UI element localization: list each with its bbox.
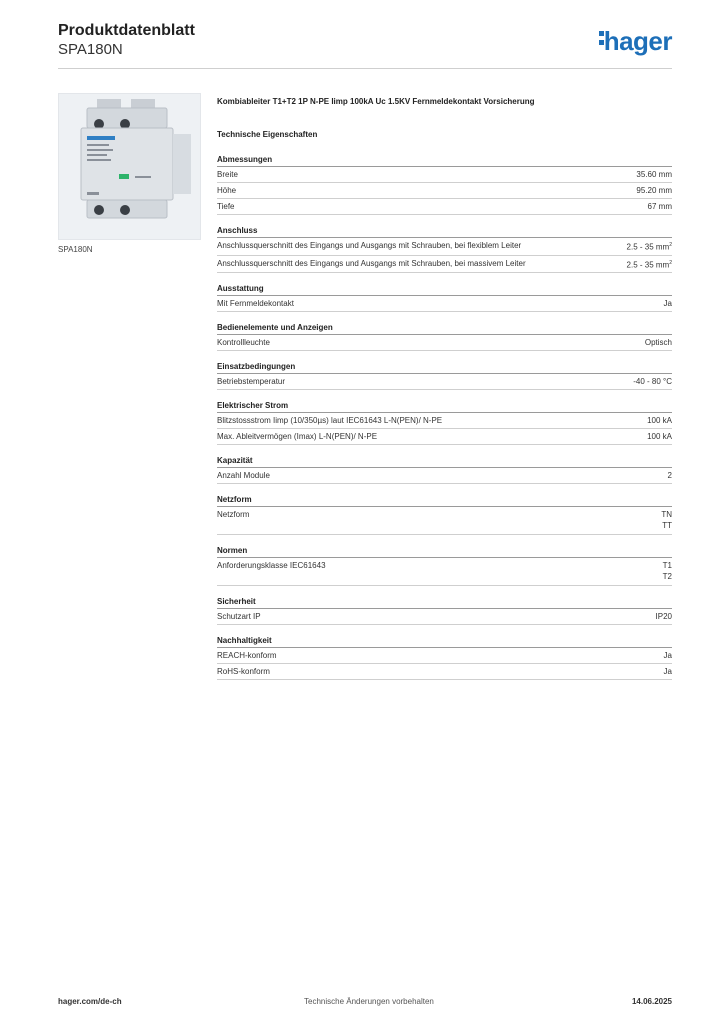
spec-label: Breite: [217, 170, 238, 179]
section-title: Kapazität: [217, 455, 672, 468]
spec-row: [217, 183, 672, 199]
spec-row: [217, 413, 672, 429]
spec-value: [636, 183, 672, 198]
spec-sections: [217, 154, 672, 680]
spec-value-text: T1 T2: [662, 561, 672, 582]
spec-value: [664, 296, 672, 311]
spec-section: [217, 635, 672, 680]
footer-note: Technische Änderungen vorbehalten: [304, 997, 434, 1006]
surge-arrester-illustration: [59, 94, 200, 239]
spec-value: [633, 374, 672, 389]
section-title: Einsatzbedingungen: [217, 361, 672, 374]
hager-logo: [599, 26, 672, 57]
spec-value-text: TN TT: [661, 510, 672, 531]
spec-value: [648, 199, 672, 214]
spec-content: [217, 96, 672, 680]
spec-section: [217, 545, 672, 586]
section-title: Normen: [217, 545, 672, 558]
spec-row: [217, 558, 672, 586]
spec-label: Anforderungsklasse IEC61643: [217, 561, 326, 571]
spec-label: Höhe: [217, 186, 237, 195]
section-title: Anschluss: [217, 225, 672, 238]
spec-row: [217, 664, 672, 680]
spec-value: [663, 558, 672, 585]
spec-row: [217, 507, 672, 535]
spec-value-text: 95.20 mm: [636, 186, 672, 195]
spec-value-text: 2.5 - 35 mm: [626, 260, 670, 270]
image-caption: SPA180N: [58, 245, 93, 254]
spec-section: [217, 283, 672, 312]
spec-label: Tiefe: [217, 202, 235, 211]
spec-value: [656, 609, 672, 624]
spec-value: [647, 413, 672, 428]
section-title: Sicherheit: [217, 596, 672, 609]
spec-value-text: Optisch: [644, 338, 672, 348]
section-title: Ausstattung: [217, 283, 672, 296]
spec-value-text: 100 kA: [647, 432, 672, 442]
spec-row: [217, 429, 672, 445]
spec-value: [664, 664, 672, 679]
page-header: [58, 20, 672, 69]
spec-row: [217, 167, 672, 183]
product-code: SPA180N: [58, 41, 123, 58]
spec-value-text: 2: [667, 471, 672, 481]
spec-section: [217, 361, 672, 390]
spec-value-text: IP20: [655, 612, 672, 622]
spec-label: Max. Ableitvermögen (Imax) L-N(PEN)/ N-PE: [217, 432, 378, 442]
section-title: Bedienelemente und Anzeigen: [217, 322, 672, 335]
spec-value-text: 2.5 - 35 mm: [626, 242, 670, 252]
spec-label: Mit Fernmeldekontakt: [217, 299, 294, 309]
spec-row: [217, 609, 672, 625]
spec-label: Anschlussquerschnitt des Eingangs und Ausgangs mit Schrauben, bei flexiblem Leiter: [217, 241, 522, 250]
spec-row: [217, 374, 672, 390]
spec-value-text: 100 kA: [647, 416, 672, 426]
section-title: Nachhaltigkeit: [217, 635, 672, 648]
logo-text: hager: [603, 26, 672, 56]
spec-value-text: -40 - 80 °C: [633, 377, 672, 387]
spec-value: [627, 238, 672, 255]
spec-label: Schutzart IP: [217, 612, 261, 622]
spec-value: [627, 256, 672, 273]
spec-section: [217, 455, 672, 484]
spec-value-text: 67 mm: [647, 202, 672, 211]
spec-section: [217, 322, 672, 351]
spec-value: [645, 335, 672, 350]
spec-label: Anzahl Module: [217, 471, 270, 481]
spec-value: [647, 429, 672, 444]
spec-row: [217, 648, 672, 664]
spec-value-text: Ja: [663, 651, 672, 661]
section-title: Abmessungen: [217, 154, 672, 167]
spec-row: [217, 468, 672, 484]
document-title: Produktdatenblatt: [58, 22, 195, 39]
spec-section: [217, 400, 672, 445]
spec-value-text: Ja: [663, 299, 672, 309]
spec-section: [217, 494, 672, 535]
spec-row: [217, 199, 672, 215]
spec-label: REACH-konform: [217, 651, 277, 661]
footer-website[interactable]: hager.com/de-ch: [58, 997, 122, 1006]
spec-section: [217, 596, 672, 625]
spec-label: Betriebstemperatur: [217, 377, 286, 387]
product-image: [58, 93, 201, 240]
spec-label: Anschlussquerschnitt des Eingangs und Ausgangs mit Schrauben, bei massivem Leiter: [217, 258, 526, 268]
section-title: Netzform: [217, 494, 672, 507]
spec-section: [217, 154, 672, 215]
spec-row: [217, 256, 672, 274]
spec-value: [636, 167, 672, 182]
footer-date: 14.06.2025: [631, 997, 672, 1006]
spec-value-text: Ja: [663, 667, 672, 677]
spec-value-text: 35.60 mm: [636, 170, 672, 179]
spec-label: Blitzstossstrom Iimp (10/350µs) laut IEC61643 L-N(PEN)/ N-PE: [217, 416, 443, 426]
spec-value: [664, 648, 672, 663]
spec-row: [217, 335, 672, 351]
spec-label: Kontrollleuchte: [217, 338, 270, 348]
unit-superscript: 2: [669, 259, 672, 266]
product-description: Kombiableiter T1+T2 1P N-PE Iimp 100kA Uc 1.5KV Fernmeldekontakt Vorsicherung: [217, 97, 535, 106]
spec-value: [668, 468, 672, 483]
spec-row: [217, 238, 672, 256]
tech-properties-title: Technische Eigenschaften: [217, 130, 318, 139]
spec-label: RoHS-konform: [217, 667, 270, 677]
spec-row: [217, 296, 672, 312]
unit-superscript: 2: [669, 242, 672, 248]
section-title: Elektrischer Strom: [217, 400, 672, 413]
spec-value: [661, 507, 672, 534]
spec-section: [217, 225, 672, 273]
spec-label: Netzform: [217, 510, 250, 520]
